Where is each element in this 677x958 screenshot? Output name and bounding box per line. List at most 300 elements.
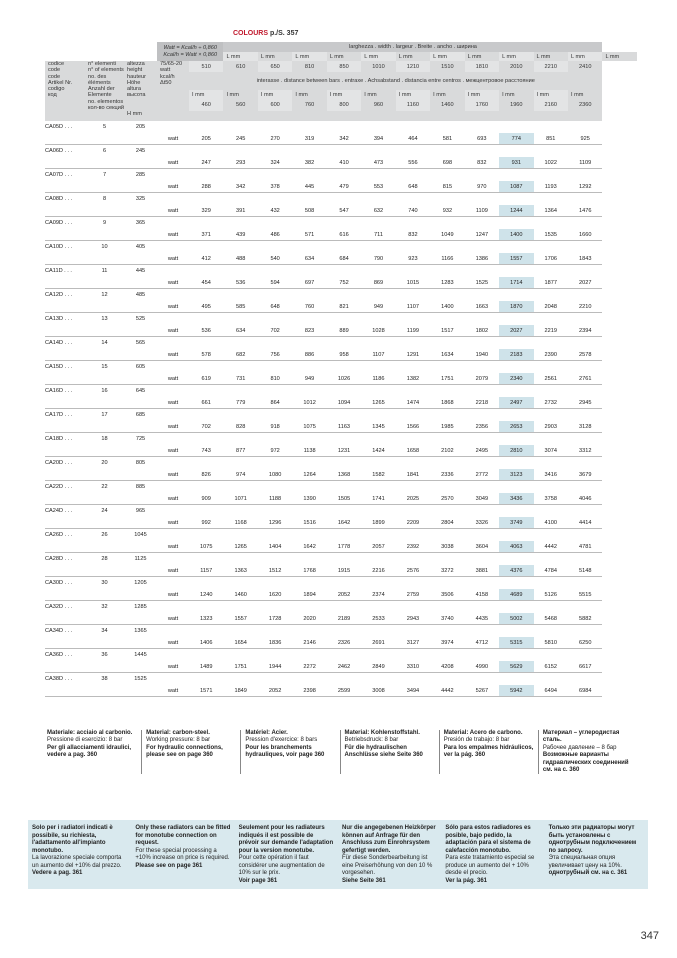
l-mm-label: L mm	[568, 52, 602, 61]
output-value: 756	[258, 349, 292, 361]
output-value: 4442	[534, 541, 568, 553]
output-value: 6494	[534, 685, 568, 697]
output-value: 1658	[396, 445, 430, 457]
output-value: 1843	[568, 253, 602, 265]
i-mm-label: I mm	[223, 90, 257, 99]
table-row	[45, 481, 637, 493]
unit-label: watt	[157, 301, 189, 313]
output-value: 247	[189, 157, 223, 169]
output-value: 382	[292, 157, 326, 169]
material-pressure: Рабочее давление – 8 бар	[542, 744, 617, 751]
output-value: 2691	[361, 637, 395, 649]
height-value: 325	[135, 196, 146, 203]
output-value: 1660	[568, 229, 602, 241]
output-value: 2761	[568, 373, 602, 385]
element-count: 38	[101, 676, 108, 683]
output-value: 1323	[189, 613, 223, 625]
output-value: 4990	[465, 661, 499, 673]
output-value: 3758	[534, 493, 568, 505]
table-row-values	[45, 541, 637, 553]
output-value: 1516	[292, 517, 326, 529]
height-value: 245	[135, 148, 146, 155]
output-value: 1654	[223, 637, 257, 649]
output-value: 581	[430, 133, 464, 145]
unit-label: watt	[157, 565, 189, 577]
note-block	[338, 825, 441, 885]
width-label: larghezza . width . largeur . Breite . ancho . ширина	[223, 42, 602, 52]
output-value: 412	[189, 253, 223, 265]
output-value: 1138	[292, 445, 326, 457]
table-row-values	[45, 589, 637, 601]
height-value: 365	[135, 220, 146, 227]
output-value: 6617	[568, 661, 602, 673]
width-value: 610	[223, 61, 257, 72]
output-value: 2390	[534, 349, 568, 361]
element-count: 7	[102, 172, 107, 179]
output-value: 3128	[568, 421, 602, 433]
i-mm-label: I mm	[430, 90, 464, 99]
note-block	[131, 825, 234, 885]
material-connection: For hydraulic connections, please see on page 360	[146, 744, 223, 759]
output-value: 1424	[361, 445, 395, 457]
output-value: 932	[430, 205, 464, 217]
output-value: 1157	[189, 565, 223, 577]
output-value: 648	[396, 181, 430, 193]
note-block	[28, 825, 131, 885]
output-value: 869	[361, 277, 395, 289]
element-count: 18	[101, 436, 108, 443]
output-value: 1071	[223, 493, 257, 505]
output-value: 508	[292, 205, 326, 217]
output-value: 1012	[292, 397, 326, 409]
output-value: 1751	[430, 373, 464, 385]
table-row-values	[45, 493, 637, 505]
output-value: 1368	[327, 469, 361, 481]
element-count: 14	[101, 340, 108, 347]
element-count: 15	[101, 364, 108, 371]
output-value: 2326	[327, 637, 361, 649]
output-value: 2218	[465, 397, 499, 409]
output-value: 1094	[327, 397, 361, 409]
interaxis-value: 1160	[396, 99, 430, 111]
output-value: 1557	[223, 613, 257, 625]
i-mm-label: I mm	[499, 90, 533, 99]
output-value: 1582	[361, 469, 395, 481]
output-value: 3123	[499, 469, 533, 481]
table-row-values	[45, 517, 637, 529]
output-value: 2057	[361, 541, 395, 553]
output-value: 1075	[189, 541, 223, 553]
output-value: 3974	[430, 637, 464, 649]
output-value: 378	[258, 181, 292, 193]
output-value: 1634	[430, 349, 464, 361]
element-count: 12	[101, 292, 108, 299]
output-value: 479	[327, 181, 361, 193]
output-value: 889	[327, 325, 361, 337]
output-value: 1870	[499, 301, 533, 313]
output-value: 1345	[361, 421, 395, 433]
output-value: 779	[223, 397, 257, 409]
output-value: 2052	[327, 589, 361, 601]
output-value: 1741	[361, 493, 395, 505]
element-count: 16	[101, 388, 108, 395]
model-code: CA08D . . .	[45, 196, 73, 203]
output-value: 5882	[568, 613, 602, 625]
element-count: 36	[101, 652, 108, 659]
output-value: 2759	[396, 589, 430, 601]
element-count: 32	[101, 604, 108, 611]
output-value: 2219	[534, 325, 568, 337]
output-value: 2027	[499, 325, 533, 337]
output-value: 949	[361, 301, 395, 313]
output-value: 547	[327, 205, 361, 217]
table-row-values	[45, 373, 637, 385]
note-ref: Please see on page 361	[135, 862, 203, 869]
height-value: 1045	[134, 532, 147, 539]
table-row-values	[45, 157, 637, 169]
note-ref: однотрубный см. на с. 361	[548, 870, 628, 876]
width-value: 2410	[568, 61, 602, 72]
height-value: 565	[135, 340, 146, 347]
output-value: 371	[189, 229, 223, 241]
output-value: 1247	[465, 229, 499, 241]
model-code: CA26D . . .	[45, 532, 73, 539]
element-count: 6	[102, 148, 107, 155]
model-code: CA15D . . .	[45, 364, 73, 371]
i-mm-label: I mm	[465, 90, 499, 99]
output-value: 974	[223, 469, 257, 481]
element-count: 26	[101, 532, 108, 539]
power-formula-2: Kcal/h = Watt × 0,860	[163, 51, 218, 58]
output-value: 2392	[396, 541, 430, 553]
model-code: CA14D . . .	[45, 340, 73, 347]
table-row	[45, 265, 637, 277]
model-code: CA10D . . .	[45, 244, 73, 251]
height-value: 725	[135, 436, 146, 443]
unit-label: watt	[157, 517, 189, 529]
colours-reference[interactable]	[233, 30, 298, 37]
table-row-values	[45, 325, 637, 337]
l-mm-label: L mm	[258, 52, 292, 61]
output-value: 2561	[534, 373, 568, 385]
table-row	[45, 553, 637, 565]
table-row-values	[45, 349, 637, 361]
l-mm-label: L mm	[292, 52, 326, 61]
interaxis-value: 800	[327, 99, 361, 111]
output-value: 2578	[568, 349, 602, 361]
table-row	[45, 385, 637, 397]
output-value: 823	[292, 325, 326, 337]
output-value: 439	[223, 229, 257, 241]
output-value: 2020	[292, 613, 326, 625]
width-value: 850	[327, 61, 361, 72]
output-value: 319	[292, 133, 326, 145]
element-count: 34	[101, 628, 108, 635]
output-value: 2533	[361, 613, 395, 625]
output-value: 329	[189, 205, 223, 217]
output-value: 464	[396, 133, 430, 145]
output-value: 1985	[430, 421, 464, 433]
width-value: 1010	[361, 61, 395, 72]
power-formula-1: Watt = Kcal/h ÷ 0,860	[163, 44, 217, 51]
output-value: 5942	[499, 685, 533, 697]
output-value: 473	[361, 157, 395, 169]
unit-label: watt	[157, 373, 189, 385]
output-value: 1400	[499, 229, 533, 241]
width-value: 1210	[396, 61, 430, 72]
model-code: CA13D . . .	[45, 316, 73, 323]
table-row-values	[45, 565, 637, 577]
output-value: 5810	[534, 637, 568, 649]
output-value: 1706	[534, 253, 568, 265]
output-value: 4158	[465, 589, 499, 601]
l-mm-label: L mm	[396, 52, 430, 61]
output-value: 774	[499, 133, 533, 145]
height-value: 965	[135, 508, 146, 515]
output-value: 5629	[499, 661, 533, 673]
output-value: 877	[223, 445, 257, 457]
model-code: CA30D . . .	[45, 580, 73, 587]
output-value: 1265	[223, 541, 257, 553]
model-code: CA36D . . .	[45, 652, 73, 659]
table-row	[45, 193, 637, 205]
table-row-values	[45, 445, 637, 457]
element-count: 5	[102, 124, 107, 131]
output-value: 1265	[361, 397, 395, 409]
i-mm-label: I mm	[258, 90, 292, 99]
output-value: 743	[189, 445, 223, 457]
output-value: 886	[292, 349, 326, 361]
width-value: 1510	[430, 61, 464, 72]
unit-label: watt	[157, 685, 189, 697]
material-title: Материал – углеродистая сталь.	[542, 730, 620, 744]
material-pressure: Betriebsdruck: 8 bar	[344, 737, 399, 744]
material-title: Material: carbon-steel.	[146, 730, 210, 736]
unit-label: watt	[157, 181, 189, 193]
output-value: 288	[189, 181, 223, 193]
note-detail: Für diese Sonderbearbeitung ist eine Preiserhöhung von den 10 % vorgesehen.	[341, 855, 433, 876]
output-value: 1915	[327, 565, 361, 577]
output-value: 1163	[327, 421, 361, 433]
output-value: 3038	[430, 541, 464, 553]
output-value: 324	[258, 157, 292, 169]
output-value: 3881	[465, 565, 499, 577]
output-value: 342	[327, 133, 361, 145]
table-row	[45, 505, 637, 517]
unit-label: watt	[157, 661, 189, 673]
output-value: 616	[327, 229, 361, 241]
material-block	[240, 730, 339, 774]
note-detail: Эта специальная опция увеличивает цену на 10%.	[548, 855, 622, 869]
output-value: 1087	[499, 181, 533, 193]
output-value: 4689	[499, 589, 533, 601]
output-value: 2945	[568, 397, 602, 409]
output-value: 634	[292, 253, 326, 265]
output-value: 2336	[430, 469, 464, 481]
output-value: 661	[189, 397, 223, 409]
model-code: CA07D . . .	[45, 172, 73, 179]
height-value: 1365	[134, 628, 147, 635]
unit-label: watt	[157, 421, 189, 433]
height-value: 605	[135, 364, 146, 371]
output-value: 2340	[499, 373, 533, 385]
output-value: 4442	[430, 685, 464, 697]
material-title: Materiale: acciaio al carbonio.	[47, 730, 133, 736]
output-value: 1476	[568, 205, 602, 217]
output-value: 1283	[430, 277, 464, 289]
output-value: 1489	[189, 661, 223, 673]
output-value: 454	[189, 277, 223, 289]
note-title: Nur die angegebenen Heizkörper können auf Anfrage für den Anschluss zum Einrohrsystem gefertigt werden.	[341, 825, 436, 854]
output-value: 1460	[223, 589, 257, 601]
output-value: 2216	[361, 565, 395, 577]
element-count: 13	[101, 316, 108, 323]
material-connection: Pour les branchements hydrauliques, voir page 360	[245, 744, 325, 759]
output-value: 2495	[465, 445, 499, 457]
material-title: Matériel: Acier.	[245, 730, 288, 736]
height-value: 1445	[134, 652, 147, 659]
output-value: 864	[258, 397, 292, 409]
l-mm-label: L mm	[534, 52, 568, 61]
output-value: 1386	[465, 253, 499, 265]
output-value: 495	[189, 301, 223, 313]
output-value: 2209	[396, 517, 430, 529]
height-value: 1525	[134, 676, 147, 683]
output-value: 1026	[327, 373, 361, 385]
unit-label: watt	[157, 133, 189, 145]
output-value: 2570	[430, 493, 464, 505]
interaxis-value: 1960	[499, 99, 533, 111]
output-value: 2079	[465, 373, 499, 385]
table-row	[45, 361, 637, 373]
output-value: 4712	[465, 637, 499, 649]
model-code: CA28D . . .	[45, 556, 73, 563]
output-value: 1240	[189, 589, 223, 601]
page-number: 347	[640, 930, 659, 942]
model-code: CA16D . . .	[45, 388, 73, 395]
material-block	[141, 730, 240, 774]
material-connection: Возможные варианты гидравлических соединений см. на с. 360	[542, 752, 629, 774]
output-value: 5315	[499, 637, 533, 649]
output-value: 810	[258, 373, 292, 385]
output-value: 1525	[465, 277, 499, 289]
table-row-values	[45, 397, 637, 409]
output-value: 4376	[499, 565, 533, 577]
note-title: Only these radiators can be fitted for monotube connection on request.	[135, 825, 231, 846]
output-value: 2146	[292, 637, 326, 649]
output-value: 1186	[361, 373, 395, 385]
output-value: 1264	[292, 469, 326, 481]
output-value: 536	[189, 325, 223, 337]
width-value: 2210	[534, 61, 568, 72]
model-code: CA12D . . .	[45, 292, 73, 299]
output-value: 1168	[223, 517, 257, 529]
elements-header: n° elementi n° of elements no. des éléments Anzahl der Elemente no. elementos кол-во секций	[85, 61, 124, 111]
material-pressure: Working pressure: 8 bar	[146, 737, 211, 744]
output-value: 2189	[327, 613, 361, 625]
radiator-output-table	[45, 42, 637, 697]
output-value: 3604	[465, 541, 499, 553]
output-value: 1109	[465, 205, 499, 217]
output-value: 3272	[430, 565, 464, 577]
height-value: 445	[135, 268, 146, 275]
height-value: 405	[135, 244, 146, 251]
l-mm-label: L mm	[465, 52, 499, 61]
output-value: 931	[499, 157, 533, 169]
note-block	[441, 825, 544, 885]
element-count: 9	[102, 220, 107, 227]
height-value: 685	[135, 412, 146, 419]
output-value: 958	[327, 349, 361, 361]
output-value: 5148	[568, 565, 602, 577]
output-value: 1404	[258, 541, 292, 553]
output-value: 702	[258, 325, 292, 337]
output-value: 1400	[430, 301, 464, 313]
output-value: 682	[223, 349, 257, 361]
table-row	[45, 313, 637, 325]
element-count: 8	[102, 196, 107, 203]
table-row	[45, 217, 637, 229]
output-value: 826	[189, 469, 223, 481]
width-value: 810	[292, 61, 326, 72]
material-connection: Per gli allacciamenti idraulici, vedere a pag. 360	[47, 744, 132, 759]
unit-label: watt	[157, 589, 189, 601]
table-row	[45, 529, 637, 541]
output-value: 486	[258, 229, 292, 241]
colours-page: p./S. 357	[269, 30, 299, 37]
output-value: 1802	[465, 325, 499, 337]
output-value: 632	[361, 205, 395, 217]
output-value: 1505	[327, 493, 361, 505]
output-value: 925	[568, 133, 602, 145]
output-value: 648	[258, 301, 292, 313]
output-value: 1296	[258, 517, 292, 529]
height-value: 285	[135, 172, 146, 179]
model-code: CA09D . . .	[45, 220, 73, 227]
output-value: 1642	[292, 541, 326, 553]
output-value: 2398	[292, 685, 326, 697]
output-value: 4063	[499, 541, 533, 553]
i-mm-label: I mm	[189, 90, 223, 99]
table-row-values	[45, 661, 637, 673]
material-connection: Für die hydraulischen Anschlüsse siehe Seite 360	[344, 744, 423, 759]
i-mm-label: I mm	[534, 90, 568, 99]
output-value: 1571	[189, 685, 223, 697]
interaxis-value: 460	[189, 99, 223, 111]
output-value: 540	[258, 253, 292, 265]
height-value: 1125	[134, 556, 147, 563]
output-value: 1620	[258, 589, 292, 601]
output-value: 1363	[223, 565, 257, 577]
output-value: 697	[292, 277, 326, 289]
height-value: 805	[135, 460, 146, 467]
output-value: 1022	[534, 157, 568, 169]
element-count: 17	[101, 412, 108, 419]
output-value: 4208	[430, 661, 464, 673]
table-row-values	[45, 205, 637, 217]
output-value: 445	[292, 181, 326, 193]
output-value: 6984	[568, 685, 602, 697]
output-value: 1512	[258, 565, 292, 577]
table-row	[45, 457, 637, 469]
h-mm-label: H mm	[124, 111, 157, 121]
output-value: 488	[223, 253, 257, 265]
output-value: 2272	[292, 661, 326, 673]
output-value: 2025	[396, 493, 430, 505]
note-title: Sólo para estos radiadores es posible, bajo pedido, la adaptación para el sistema de calefacción monotubo.	[445, 825, 531, 854]
model-code: CA17D . . .	[45, 412, 73, 419]
material-pressure: Presión de trabajo: 8 bar	[443, 737, 510, 744]
